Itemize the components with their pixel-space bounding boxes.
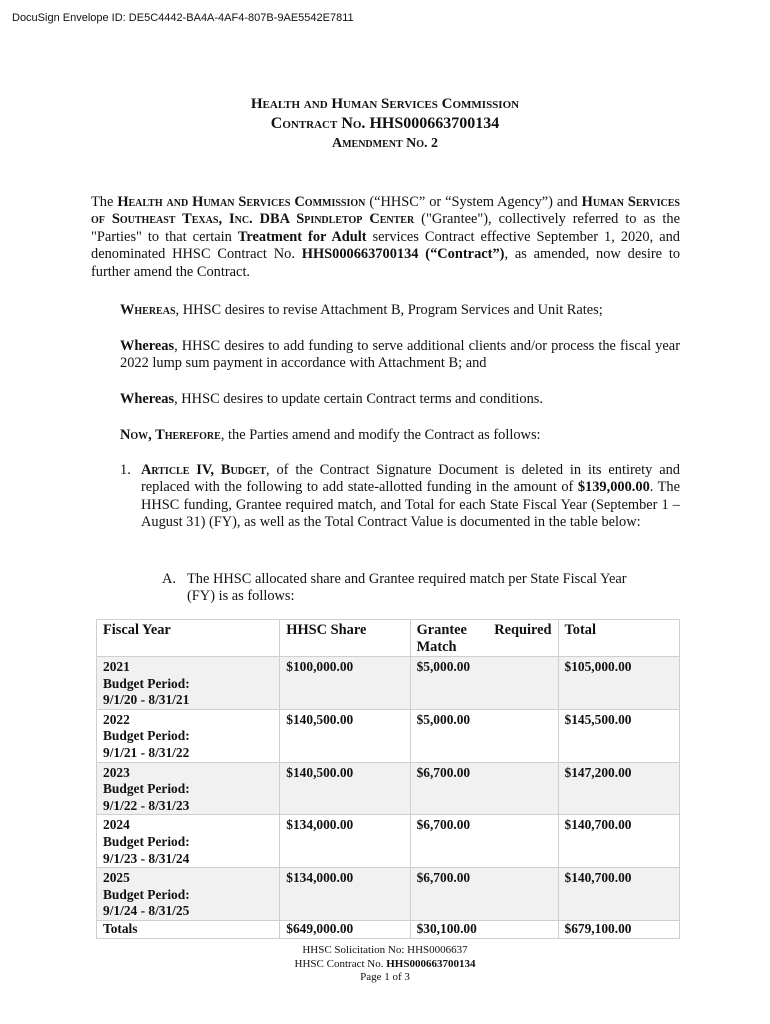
intro-part4: , as amended, now desire to further amend the Contract.	[91, 246, 681, 280]
fiscal-year-cell	[97, 709, 280, 762]
fiscal-year-cell	[97, 657, 280, 710]
fy-period: 9/1/21 - 8/31/22	[103, 744, 190, 760]
total-cell: $105,000.00	[558, 657, 679, 710]
item-1-lead: Article IV, Budget	[141, 462, 267, 478]
hhsc-share-cell: $134,000.00	[280, 868, 410, 921]
fy-period: 9/1/20 - 8/31/21	[103, 692, 190, 708]
table-row	[97, 868, 680, 921]
intro-part2: ("Grantee"), collectively referred to as the "Parties" to that certain	[91, 211, 680, 245]
hhsc-share-cell: $100,000.00	[280, 657, 410, 710]
intro-part3: services Contract effective September 1, 2020, and denominated HHSC Contract No.	[91, 228, 680, 263]
fy-year: 2025	[103, 870, 130, 886]
fy-year: 2023	[103, 764, 130, 780]
title-amendment: Amendment No. 2	[331, 136, 439, 151]
footer-contract	[0, 958, 770, 972]
fiscal-year-cell	[97, 762, 280, 815]
grantee-match-cell: $5,000.00	[410, 709, 558, 762]
footer-solicitation: HHSC Solicitation No: HHS0006637	[302, 944, 468, 956]
whereas-2	[120, 338, 680, 373]
header-fiscal-year: Fiscal Year	[97, 620, 280, 657]
fy-period-label: Budget Period:	[103, 781, 190, 797]
footer-page-number: Page 1 of 3	[360, 971, 410, 983]
now-therefore-text: , the Parties amend and modify the Contract as follows:	[220, 427, 541, 443]
document-title	[0, 94, 770, 154]
header-hhsc-share: HHSC Share	[280, 620, 410, 657]
whereas-3-text: , HHSC desires to update certain Contract terms and conditions.	[174, 391, 543, 407]
table-row	[97, 815, 680, 868]
grantee-match-cell: $6,700.00	[410, 868, 558, 921]
footer-contract-prefix: HHSC Contract No.	[294, 957, 387, 970]
fy-period: 9/1/23 - 8/31/24	[103, 850, 190, 866]
header-grantee-word2: Required	[494, 622, 552, 638]
whereas-2-text: , HHSC desires to add funding to serve additional clients and/or process the fiscal year 2022 lump sum payment in accordance with Attachment B; and	[120, 338, 680, 372]
title-contract-number: HHS000663700134	[369, 115, 500, 132]
hhsc-name: Health and Human Services Commission	[117, 194, 366, 210]
fiscal-year-cell	[97, 815, 280, 868]
header-grantee-word1: Grantee	[416, 622, 467, 638]
sub-item-a-text: The HHSC allocated share and Grantee required match per State Fiscal Year (FY) is as follows:	[187, 571, 627, 605]
grantee-match-cell: $6,700.00	[410, 815, 558, 868]
whereas-3-lead: Whereas	[120, 391, 175, 407]
fiscal-year-cell	[97, 868, 280, 921]
title-agency: Health and Human Services Commission	[250, 96, 520, 112]
intro-contract-number: HHS000663700134 (“Contract”)	[301, 246, 505, 263]
item-1-text1: , of the Contract Signature Document is deleted in its entirety and replaced with the following to add state-allotted funding in the amount of	[141, 462, 680, 496]
whereas-1-lead: Whereas	[120, 302, 176, 318]
fy-period-label: Budget Period:	[103, 675, 190, 691]
item-1-text2: . The HHSC funding, Grantee required match, and Total for each State Fiscal Year (September 1 – August 31) (FY), as well as the Total Contract Value is documented in the table below:	[141, 479, 681, 531]
hhsc-share-cell: $134,000.00	[280, 815, 410, 868]
table-row	[97, 762, 680, 815]
header-total: Total	[558, 620, 679, 657]
title-contract-prefix: Contract No.	[270, 115, 370, 132]
hhsc-share-cell: $140,500.00	[280, 709, 410, 762]
whereas-2-lead: Whereas	[120, 338, 175, 354]
now-therefore-lead: Now, Therefore	[120, 427, 221, 443]
service-type: Treatment for Adult	[237, 228, 367, 245]
intro-part1: (“HHSC” or “System Agency”) and	[365, 194, 582, 210]
whereas-3	[120, 391, 680, 408]
fy-period-label: Budget Period:	[103, 833, 190, 849]
totals-grantee-match: $30,100.00	[410, 920, 558, 938]
fy-period: 9/1/24 - 8/31/25	[103, 903, 190, 919]
footer-contract-number: HHS000663700134	[386, 957, 476, 970]
header-grantee-match	[410, 620, 558, 657]
totals-row	[97, 920, 680, 938]
budget-table	[96, 619, 680, 939]
fy-period: 9/1/22 - 8/31/23	[103, 797, 190, 813]
fy-period-label: Budget Period:	[103, 728, 190, 744]
whereas-1-text: , HHSC desires to revise Attachment B, Program Services and Unit Rates;	[175, 302, 603, 318]
totals-hhsc-share: $649,000.00	[280, 920, 410, 938]
fy-year: 2024	[103, 817, 130, 833]
grantee-match-cell: $5,000.00	[410, 657, 558, 710]
intro-the: The	[91, 194, 118, 210]
header-grantee-word3: Match	[416, 639, 457, 655]
whereas-1	[120, 302, 680, 319]
total-cell: $140,700.00	[558, 868, 679, 921]
fy-year: 2022	[103, 711, 130, 727]
item-1-number: 1.	[120, 462, 131, 478]
title-contract	[0, 114, 770, 134]
now-therefore	[120, 427, 680, 444]
total-cell: $140,700.00	[558, 815, 679, 868]
item-1-amount: $139,000.00	[577, 479, 650, 496]
sub-item-a	[162, 571, 632, 606]
fy-year: 2021	[103, 659, 130, 674]
hhsc-share-cell: $140,500.00	[280, 762, 410, 815]
item-1-text	[141, 462, 680, 532]
docusign-envelope-id: DocuSign Envelope ID: DE5C4442-BA4A-4AF4-807B-9AE5542E7811	[12, 12, 354, 24]
intro-paragraph	[91, 194, 680, 281]
sub-item-a-letter: A.	[162, 571, 176, 587]
grantee-name: Human Services of Southeast Texas, Inc. DBA Spindletop Center	[91, 194, 680, 228]
total-cell: $147,200.00	[558, 762, 679, 815]
totals-label: Totals	[97, 920, 280, 938]
totals-total: $679,100.00	[558, 920, 679, 938]
table-row	[97, 657, 680, 710]
table-row	[97, 709, 680, 762]
amendment-item-1	[120, 462, 680, 532]
grantee-match-cell: $6,700.00	[410, 762, 558, 815]
budget-table-header	[97, 620, 680, 657]
fy-period-label: Budget Period:	[103, 886, 190, 902]
page-footer	[0, 944, 770, 985]
total-cell: $145,500.00	[558, 709, 679, 762]
